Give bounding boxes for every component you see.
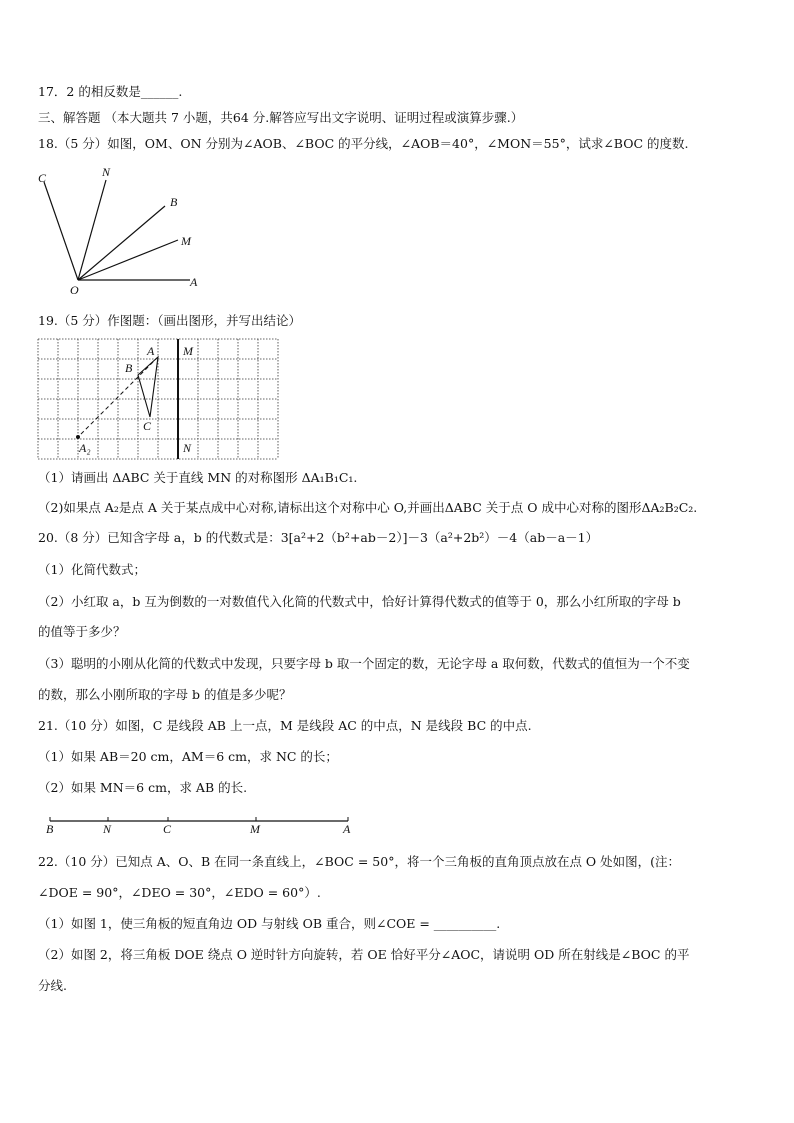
ray-oc [44, 182, 78, 280]
q18-text: 18.（5 分）如图，OM、ON 分别为∠AOB、∠BOC 的平分线，∠AOB＝40°，∠MON＝55°，试求∠BOC 的度数. [38, 136, 689, 151]
label-b: B [125, 361, 133, 375]
label-c: C [143, 419, 152, 433]
ray-ob [78, 206, 165, 280]
q19-grid-figure [37, 338, 279, 460]
q20-text: 20.（8 分）已知含字母 a，b 的代数式是：3[a²+2（b²+ab－2）]－3（a²+2b²）－4（ab－a－1） [38, 530, 599, 545]
section-header: 三、解答题 （本大题共 7 小题，共64 分.解答应写出文字说明、证明过程或演算步骤.） [38, 110, 524, 125]
q19-part1: （1）请画出 ΔABC 关于直线 MN 的对称图形 ΔA₁B₁C₁. [38, 470, 358, 485]
label-n: N [183, 441, 192, 455]
ray-om [78, 240, 178, 280]
q21-segment-figure [40, 810, 360, 836]
label-a2: A₂ [79, 441, 91, 455]
q17-text: 17．2 的相反数是______. [38, 84, 183, 99]
q22-line2: ∠DOE = 90°，∠DEO = 30°，∠EDO = 60°）. [38, 885, 321, 900]
label-a: A [343, 822, 351, 836]
label-c: C [38, 171, 47, 185]
q20-part1: （1）化简代数式； [38, 562, 146, 577]
q21-text: 21.（10 分）如图，C 是线段 AB 上一点，M 是线段 AC 的中点，N 是线段 BC 的中点. [38, 718, 532, 733]
q22-part1: （1）如图 1，使三角板的短直角边 OD 与射线 OB 重合，则∠COE = __________. [38, 916, 501, 931]
q22-part2-line2: 分线. [38, 978, 67, 993]
label-m: M [250, 822, 260, 836]
q22-line1: 22.（10 分）已知点 A、O、B 在同一条直线上，∠BOC = 50°，将一个三角板的直角顶点放在点 O 处如图，(注： [38, 854, 681, 869]
q20-part3-line2: 的数，那么小刚所取的字母 b 的值是多少呢？ [38, 687, 292, 702]
point-a2 [76, 435, 80, 439]
triangle-abc [138, 357, 158, 417]
q20-part3-line1: （3）聪明的小刚从化简的代数式中发现，只要字母 b 取一个固定的数，无论字母 a 取何数，代数式的值恒为一个不变 [38, 656, 690, 671]
label-a: A [190, 275, 198, 289]
q18-angle-figure [30, 162, 220, 302]
label-a: A [147, 344, 155, 358]
label-n: N [103, 822, 112, 836]
q22-part2-line1: （2）如图 2，将三角板 DOE 绕点 O 逆时针方向旋转，若 OE 恰好平分∠AOC，请说明 OD 所在射线是∠BOC 的平 [38, 947, 690, 962]
ray-on [78, 180, 106, 280]
q20-part2-line1: （2）小红取 a，b 互为倒数的一对数值代入化简的代数式中，恰好计算得代数式的值等于 0，那么小红所取的字母 b [38, 594, 681, 609]
q19-part2: （2)如果点 A₂是点 A 关于某点成中心对称,请标出这个对称中心 O,并画出ΔABC 关于点 O 成中心对称的图形ΔA₂B₂C₂. [38, 500, 698, 515]
label-c: C [163, 822, 172, 836]
label-b: B [46, 822, 54, 836]
label-o: O [70, 283, 79, 297]
label-b: B [170, 195, 178, 209]
q19-text: 19.（5 分）作图题：（画出图形，并写出结论） [38, 313, 302, 328]
q21-part2: （2）如果 MN＝6 cm，求 AB 的长. [38, 780, 248, 795]
q20-part2-line2: 的值等于多少？ [38, 624, 126, 639]
label-m: M [183, 344, 193, 358]
label-m: M [181, 234, 191, 248]
label-n: N [102, 165, 111, 179]
q21-part1: （1）如果 AB＝20 cm，AM＝6 cm，求 NC 的长； [38, 749, 338, 764]
